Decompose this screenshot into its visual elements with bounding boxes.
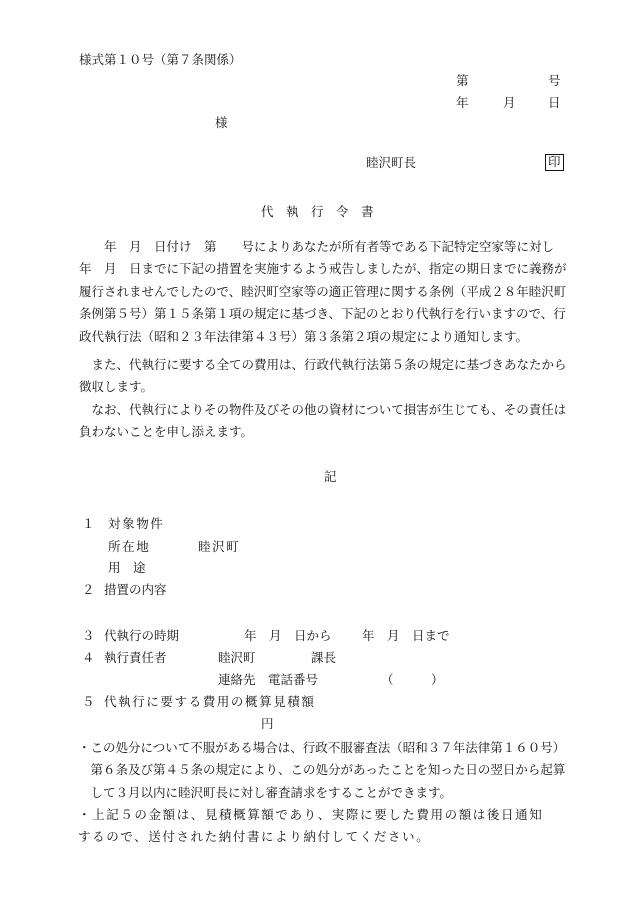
body-line: 負わないことを申し添えます。: [79, 424, 254, 440]
body-line: 徴収します。: [79, 379, 154, 395]
date-month: 月: [503, 95, 516, 110]
item3-from-date: 年 月 日から: [244, 628, 332, 643]
doc-number-suffix: 号: [548, 73, 561, 88]
date-day: 日: [548, 95, 561, 110]
note-line: ・上記５の金額は、見積概算額であり、実際に要した費用の額は後日通知: [78, 807, 544, 822]
body-line: 年 月 日までに下記の措置を実施するよう戒告しましたが、指定の期日までに義務が: [79, 261, 567, 277]
ki-heading: 記: [324, 469, 337, 484]
note-2: [78, 804, 590, 849]
date-year: 年: [456, 95, 469, 110]
body-paragraph-2: [79, 354, 581, 399]
note-1: [78, 737, 590, 804]
use-label: 用 途: [108, 560, 146, 575]
item5-unit: 円: [261, 716, 274, 731]
item4-town: 睦沢町: [218, 650, 256, 665]
location-label: 所在地: [108, 539, 151, 554]
addressee-suffix: 様: [215, 115, 228, 130]
item1-number: １: [82, 516, 95, 531]
body-line: なお、代執行によりその物件及びその他の資材について損害が生じても、その責任は: [79, 402, 567, 417]
item5-label: 代執行に要する費用の概算見積額: [104, 694, 316, 709]
body-line: 政代執行法（昭和２３年法律第４３号）第３条第２項の規定により通知します。: [79, 328, 529, 344]
note-line: ・この処分について不服がある場合は、行政不服審査法（昭和３７年法律第１６０号）: [78, 740, 566, 755]
form-number: 様式第１０号（第７条関係）: [79, 52, 242, 67]
item2-number: ２: [82, 582, 95, 597]
item4-label: 執行責任者: [104, 650, 167, 665]
doc-number-label: 第: [456, 73, 469, 88]
body-paragraph-3: [79, 399, 581, 444]
item2-label: 措置の内容: [104, 582, 167, 597]
item3-to-date: 年 月 日まで: [362, 628, 450, 643]
contact-label: 連絡先 電話番号: [218, 672, 319, 687]
body-line: 年 月 日付け 第 号によりあなたが所有者等である下記特定空家等に対し: [79, 239, 555, 254]
body-paragraph-1: [79, 236, 581, 348]
seal-mark: 印: [545, 154, 564, 171]
note-line: して３月以内に睦沢町長に対し審査請求をすることができます。: [78, 784, 453, 800]
body-line: 履行されませんでしたので、睦沢町空家等の適正管理に関する条例（平成２８年睦沢町: [79, 283, 567, 299]
item4-number: ４: [82, 650, 95, 665]
item3-label: 代執行の時期: [104, 628, 180, 643]
item4-section-chief: 課長: [311, 650, 337, 665]
item3-number: ３: [82, 628, 95, 643]
item5-number: ５: [82, 694, 95, 709]
item1-label: 対象物件: [108, 516, 165, 531]
body-line: 条例第５号）第１５条第１項の規定に基づき、下記のとおり代執行を行いますので、行: [79, 306, 566, 322]
note-line: するので、送付された納付書により納付してください。: [78, 829, 431, 845]
location-value: 睦沢町: [198, 539, 241, 554]
body-line: また、代執行に要する全ての費用は、行政代執行法第５条の規定に基づきあなたから: [79, 357, 567, 372]
document-title: 代 執 行 令 書: [261, 204, 374, 219]
contact-paren: （ ）: [381, 672, 444, 687]
issuer: 睦沢町長: [366, 155, 417, 170]
note-line: 第６条及び第４５条の規定により、この処分があったことを知った日の翌日から起算: [78, 762, 566, 778]
